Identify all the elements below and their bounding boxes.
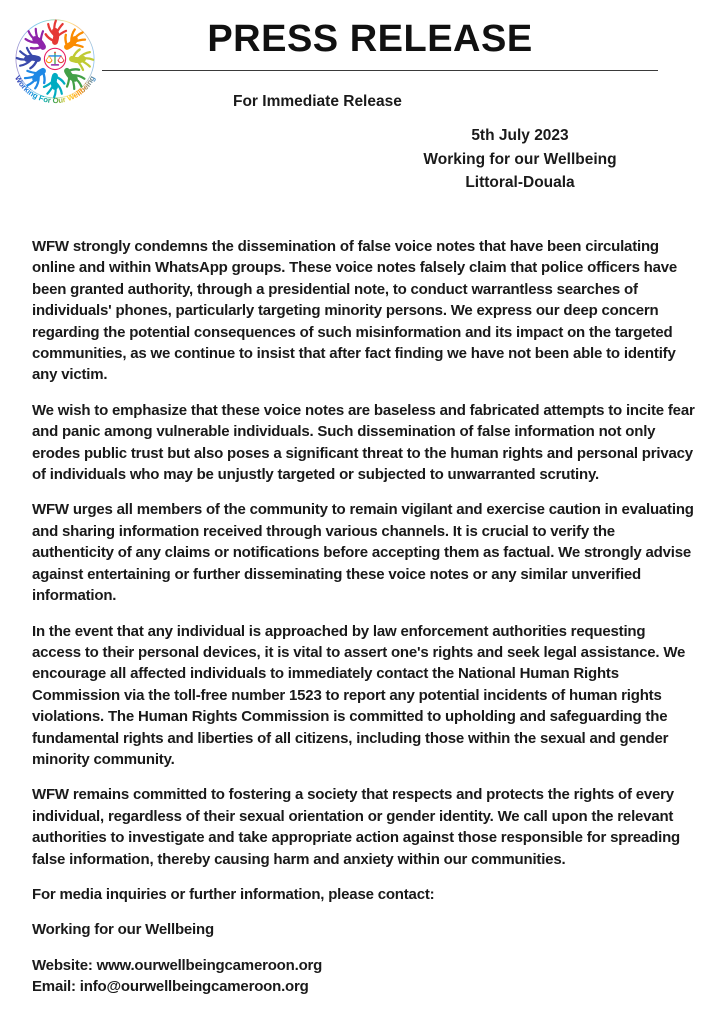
justice-scale-icon xyxy=(44,48,65,69)
contact-org-line: Working for our Wellbeing xyxy=(32,921,214,939)
org-location: Littoral-Douala xyxy=(465,174,575,191)
release-date: 5th July 2023 xyxy=(471,127,569,144)
body-paragraph-4: In the event that any individual is approached by law enforcement authorities requesting access to their personal devices, it is vital to assert one's rights and seek legal assistance. We encourage all affected individuals to immediately contact the National Human Rights Commission via the toll-free number 1523 to report any potential incidents of human rights violations. The Human Rights Commission is committed to upholding and safeguarding the fundamental rights and liberties of all citizens, including those within the sexual and gender minority community. xyxy=(32,622,686,768)
wellbeing-logo-icon xyxy=(4,6,106,122)
body-paragraph-1: WFW strongly condemns the dissemination of false voice notes that have been circulating online and within WhatsApp groups. These voice notes falsely claim that police officers have been granted authority, through a presidential note, to conduct warrantless searches of individuals' phones, particularly targeting minority persons. We express our deep concern regarding the potential consequences of such misinformation and its impact on the targeted communities, as we continue to insist that after fact finding we have not been able to identify any victim. xyxy=(32,238,678,384)
header-divider xyxy=(102,70,658,71)
contact-block xyxy=(32,955,696,998)
website-line: Website: www.ourwellbeingcameroon.org xyxy=(32,956,323,974)
org-logo xyxy=(4,6,106,122)
body-paragraph-3: WFW urges all members of the community to remain vigilant and exercise caution in evaluating and sharing information received through various channels. It is crucial to verify the authenticity of any claims or notifications before accepting them as factual. We strongly advise against entertaining or further disseminating these voice notes or any similar unverified information. xyxy=(32,501,694,605)
release-label: For Immediate Release xyxy=(233,93,402,110)
body-paragraph-5: WFW remains committed to fostering a society that respects and protects the rights of every individual, regardless of their sexual orientation or gender identity. We call upon the relevant authorities to investigate and take appropriate action against those responsible for spreading false information, thereby causing harm and anxiety within our communities. xyxy=(32,786,681,868)
body-paragraph-2: We wish to emphasize that these voice notes are baseless and fabricated attempts to incite fear and panic among vulnerable individuals. Such dissemination of false information not only erodes public trust but also poses a significant threat to the human rights and personal privacy of individuals who may be unjustly targeted or subjected to unwarranted scrutiny. xyxy=(32,401,695,484)
press-release-body xyxy=(32,236,696,998)
curved-logo-text: Working For Our Wellbeing xyxy=(13,74,97,106)
org-name: Working for our Wellbeing xyxy=(423,150,617,168)
page-title: PRESS RELEASE xyxy=(207,18,533,60)
dateline-block xyxy=(418,124,622,195)
email-line: Email: info@ourwellbeingcameroon.org xyxy=(32,978,309,996)
media-contact-line: For media inquiries or further information, please contact: xyxy=(32,885,435,903)
